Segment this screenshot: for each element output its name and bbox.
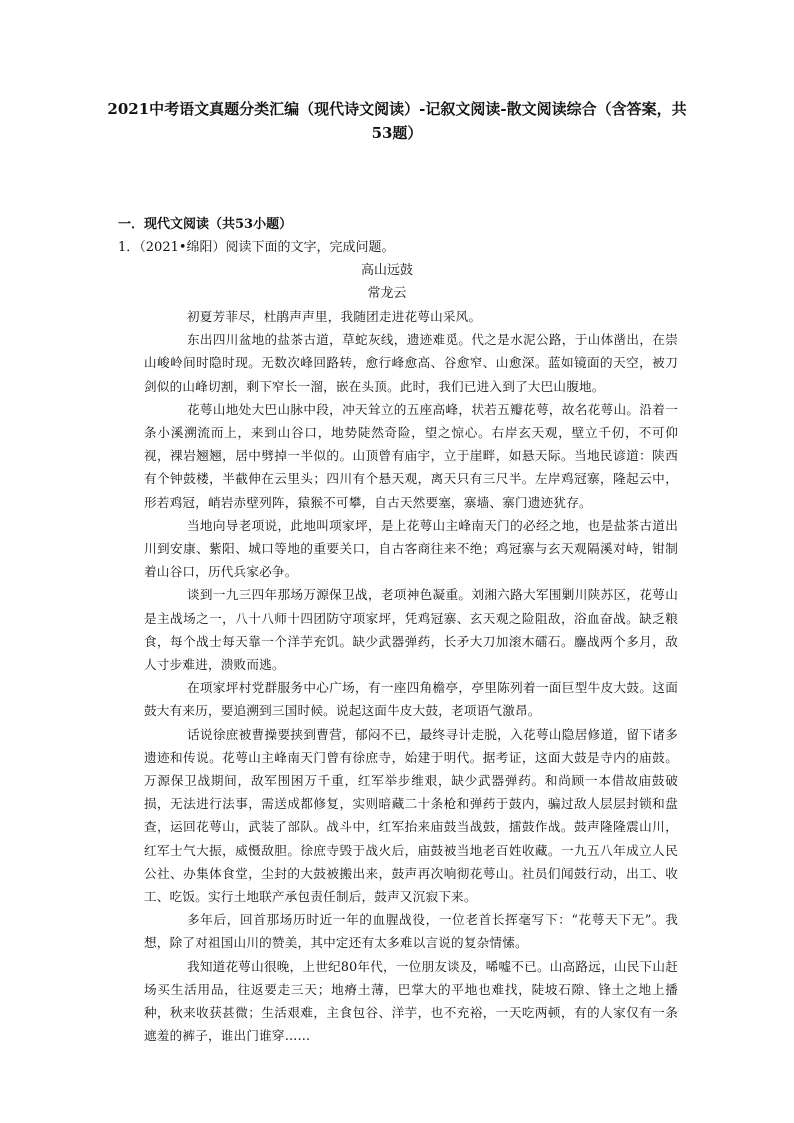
article-paragraph: 花萼山地处大巴山脉中段，冲天耸立的五座高峰，状若五瓣花萼，故名花萼山。沿着一条小溪溯流而上，来到山谷口，地势陡然奇险，望之惊心。右岸玄天观，壁立千仞，不可仰视，裸岩翘翘，居中劈掉一半似的。山顶曾有庙宇，立于崖畔，如悬天际。当地民谚道：陕西有个钟鼓楼，半截伸在云里头；四川有个悬天观，离天只有三尺半。左岸鸡冠寨，隆起云中，形若鸡冠，峭岩赤壁列阵，猿猴不可攀，自古天然要塞，寨墙、寨门遗迹犹存。 <box>144 401 678 510</box>
article-paragraph: 初夏芳菲尽，杜鹃声声里，我随团走进花萼山采风。 <box>187 309 482 324</box>
question-prompt: 1．（2021•绵阳）阅读下面的文字，完成问题。 <box>118 240 395 255</box>
article-paragraph: 多年后，回首那场历时近一年的血腥战役，一位老首长挥毫写下：“花萼天下无”。我想，除了对祖国山川的赞美，其中定还有太多难以言说的复杂情愫。 <box>144 912 678 951</box>
article-paragraph: 谈到一九三四年那场万源保卫战，老项神色凝重。刘湘六路大军围剿川陕苏区，花萼山是主战场之一，八十八师十四团防守项家坪，凭鸡冠寨、玄天观之险阻敌，浴血奋战。缺乏粮食，每个战士每天靠一个洋芋充饥。缺少武器弹药，长矛大刀加滚木礌石。鏖战两个多月，敌人寸步难进，溃败而逃。 <box>144 587 678 673</box>
section-heading: 一．现代文阅读（共53小题） <box>118 217 293 232</box>
article-title: 高山远鼓 <box>360 263 413 278</box>
article-paragraph: 东出四川盆地的盐茶古道，草蛇灰线，遗迹难觅。代之是水泥公路，于山体凿出，在崇山峻岭间时隐时现。无数次峰回路转，愈行峰愈高、谷愈窄、山愈深。蓝如镜面的天空，被刀剑似的山峰切割，剩下窄长一溜，嵌在头顶。此时，我们已进入到了大巴山腹地。 <box>144 332 678 394</box>
article-paragraph: 在项家坪村党群服务中心广场，有一座四角檐亭，亭里陈列着一面巨型牛皮大鼓。这面鼓大有来历，要追溯到三国时候。说起这面牛皮大鼓，老项语气激昂。 <box>144 680 678 719</box>
document-title: 2021中考语文真题分类汇编（现代诗文阅读）-记叙文阅读-散文阅读综合（含答案，共53题） <box>107 100 687 142</box>
article-author: 常龙云 <box>367 286 407 301</box>
article-paragraph: 话说徐庶被曹操要挟到曹营，郁闷不已，最终寻计走脱，入花萼山隐居修道，留下诸多遗迹和传说。花萼山主峰南天门曾有徐庶寺，始建于明代。据考证，这面大鼓是寺内的庙鼓。万源保卫战期间，敌军围困万千重，红军举步维艰，缺少武器弹药。和尚顾一本借故庙鼓破损，无法进行法事，需送成都修复，实则暗藏二十条枪和弹药于鼓内，骗过敌人层层封锁和盘查，运回花萼山，武装了部队。战斗中，红军抬来庙鼓当战鼓，擂鼓作战。鼓声隆隆震山川，红军士气大振，威慑敌胆。徐庶寺毁于战火后，庙鼓被当地老百姓收藏。一九五八年成立人民公社、办集体食堂，尘封的大鼓被搬出来，鼓声再次响彻花萼山。社员们闻鼓行动，出工、收工、吃饭。实行土地联产承包责任制后，鼓声又沉寂下来。 <box>144 726 678 905</box>
document-content <box>118 213 678 1048</box>
article-paragraph: 我知道花萼山很晚，上世纪80年代，一位朋友谈及，唏嘘不已。山高路远，山民下山赶场买生活用品，往返要走三天；地瘠土薄，巴掌大的平地也难找，陡坡石隙、锋土之地上播种，秋来收获甚微；生活艰难，主食包谷、洋芋，也不充裕，一天吃两顿，有的人家仅有一条遮羞的裤子，谁出门谁穿…… <box>144 958 678 1044</box>
article-paragraph: 当地向导老项说，此地叫项家坪，是上花萼山主峰南天门的必经之地，也是盐茶古道出川到安康、紫阳、城口等地的重要关口，自古客商往来不绝；鸡冠寨与玄天观隔溪对峙，钳制着山谷口，历代兵家必争。 <box>144 517 678 580</box>
